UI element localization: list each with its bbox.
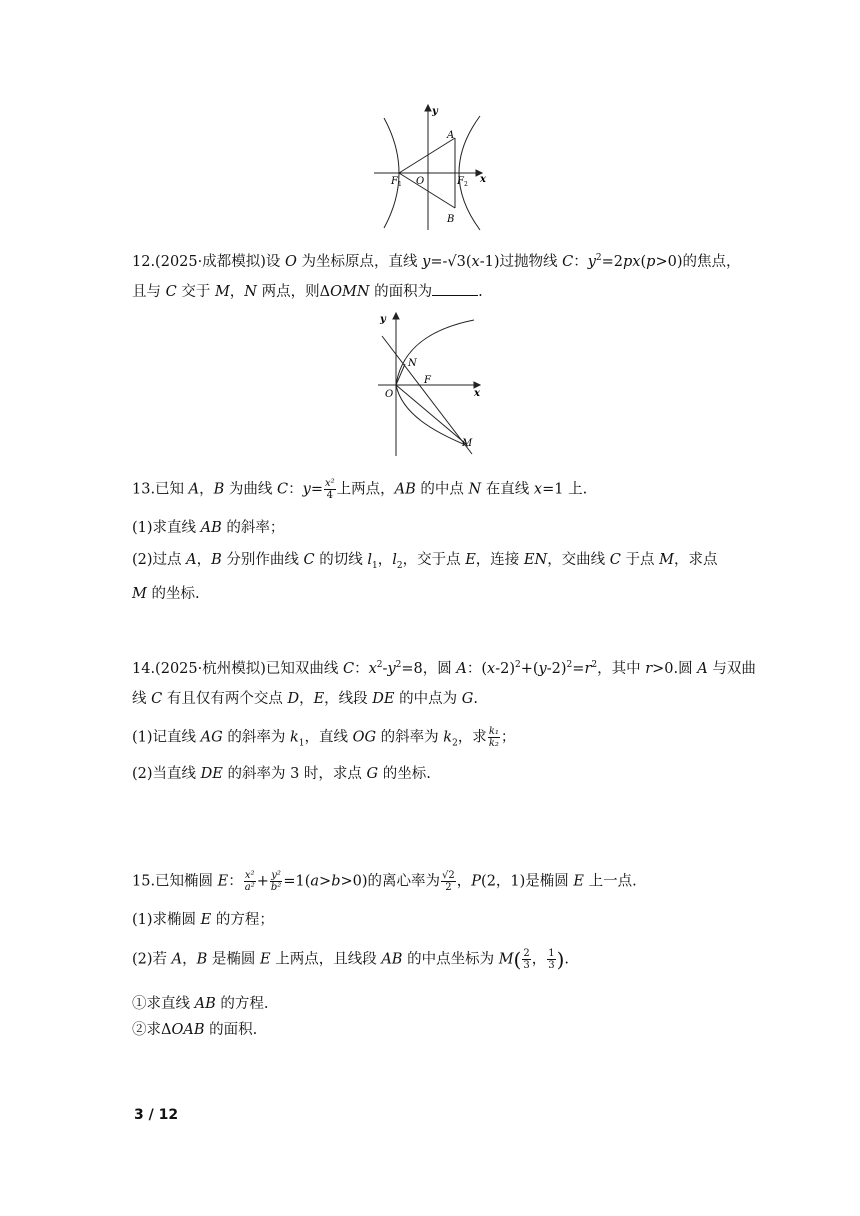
q15-line-5: ②求ΔOAB 的面积. <box>132 1022 258 1038</box>
fraction: $\frac{2}{3}$ <box>523 948 530 971</box>
q14-line-3: (1)记直线 AG 的斜率为 $k_1$，直线 OG 的斜率为 $k_2$，求 $\frac{\text{k₁}}{\text{k₂}}$ ； <box>132 726 516 749</box>
fig1-label-a: A <box>447 130 455 141</box>
fig2-label-o: O <box>385 389 394 400</box>
answer-blank <box>432 281 478 296</box>
q13-line-3: (2)过点 A，B 分别作曲线 C 的切线 $l_1$，$l_2$，交于点 E，连接 EN，交曲线 C 于点 M，求点 <box>132 552 718 571</box>
fig1-y-label: y <box>432 106 438 117</box>
parabola-curve <box>396 320 474 446</box>
fig1-label-f1-sub: 1 <box>398 181 402 188</box>
fraction: $\frac{\text{x²}}{4}$ <box>325 478 335 501</box>
page-number: 3 / 12 <box>134 1107 179 1123</box>
parabola-figure <box>374 310 486 460</box>
q15-line-2: (1)求椭圆 E 的方程； <box>132 912 274 928</box>
segment-o-m <box>396 385 466 444</box>
q13-line-4: M 的坐标. <box>132 586 200 602</box>
fig1-label-f1: F <box>391 176 398 187</box>
fig1-label-o: O <box>416 176 425 187</box>
segment-f1-a <box>399 138 455 173</box>
q15-line-3: (2)若 A，B 是椭圆 E 上两点，且线段 AB 的中点坐标为 M( $\frac{2}{3}$ ， $\frac{1}{3}$ ). <box>132 947 570 972</box>
hyperbola-figure <box>370 102 490 234</box>
q15-line-4: ①求直线 AB 的方程. <box>132 996 269 1012</box>
q12-line-1: 12.(2025·成都模拟)设 O 为坐标原点，直线 y=-√3(x-1)过抛物线 C：$y^2=2px(p>0)$的焦点， <box>132 253 741 270</box>
fig2-label-f: F <box>424 375 431 386</box>
fraction: $\frac{\text{x²}}{\text{a²}}$ <box>244 870 255 893</box>
y-axis-arrow <box>393 313 399 319</box>
fig1-x-label: x <box>480 174 486 185</box>
segment-o-n <box>396 364 405 385</box>
q13-line-1: 13.已知 A，B 为曲线 C：y= $\frac{\text{x²}}{4}$ 上两点，AB 的中点 N 在直线 x=1 上. <box>132 478 588 501</box>
segment-f1-b <box>399 173 455 208</box>
q14-line-4: (2)当直线 DE 的斜率为 3 时，求点 G 的坐标. <box>132 766 431 782</box>
q15-line-1: 15.已知椭圆 E： $\frac{\text{x²}}{\text{a²}}$ + $\frac{\text{y²}}{\text{b²}}$ =1(a>b>0)的离心率为 $\frac{√2}{2}$ ，P(2，1)是椭圆 E 上一点. <box>132 870 637 893</box>
fraction: $\frac{1}{3}$ <box>548 948 555 971</box>
fig2-label-n: N <box>408 358 417 369</box>
q12-line-2: 且与 C 交于 M，N 两点，则ΔOMN 的面积为 . <box>132 281 483 302</box>
fraction: $\frac{\text{y²}}{\text{b²}}$ <box>270 870 282 893</box>
q14-line-2: 线 C 有且仅有两个交点 D，E，线段 DE 的中点为 G. <box>132 691 478 707</box>
fig2-x-label: x <box>474 388 480 399</box>
fig1-label-f2-sub: 2 <box>464 181 468 188</box>
y-axis-arrow <box>425 105 431 111</box>
q13-line-2: (1)求直线 AB 的斜率； <box>132 520 285 536</box>
q14-line-1: 14.(2025·杭州模拟)已知双曲线 C：$x^2-y^2=8$，圆 A：$(x-2)^2+(y-2)^2=r^2$，其中 r>0.圆 A 与双曲 <box>132 660 756 677</box>
fig1-label-b: B <box>447 214 455 225</box>
fraction: $\frac{√2}{2}$ <box>442 870 455 893</box>
fig2-y-label: y <box>380 314 386 325</box>
fig2-label-m: M <box>462 438 473 449</box>
fig1-label-f2: F <box>457 176 464 187</box>
fraction: $\frac{\text{k₁}}{\text{k₂}}$ <box>488 726 499 749</box>
